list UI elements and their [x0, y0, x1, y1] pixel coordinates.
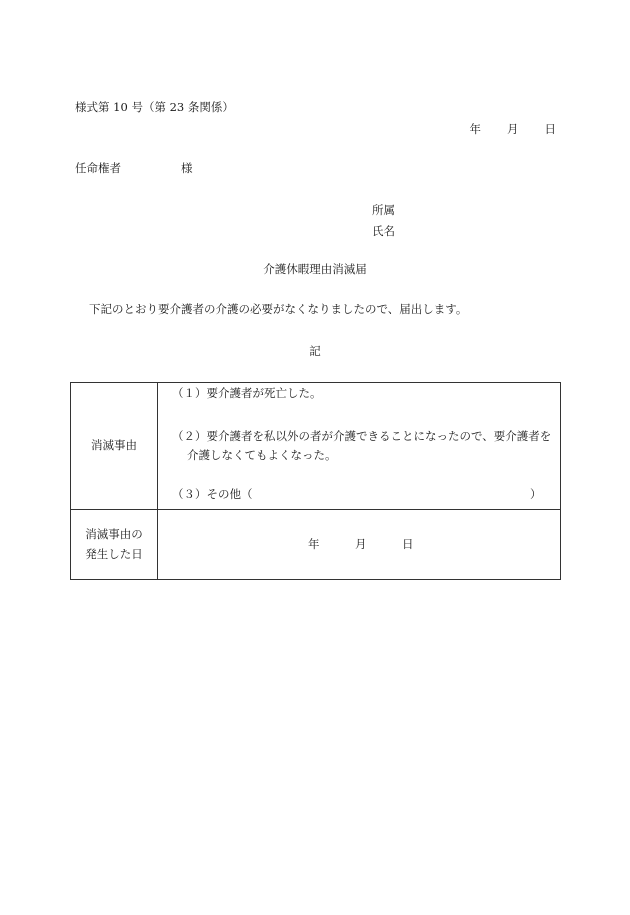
date-day-label: 日: [544, 122, 556, 136]
occurrence-month-label: 月: [355, 537, 367, 551]
reason-option-2[interactable]: （２）要介護者を私以外の者が介護できることになったので、要介護者を: [172, 429, 552, 443]
occurrence-date-label-line2: 発生した日: [85, 546, 143, 561]
submission-date: [470, 124, 557, 136]
affiliation-label: 所属: [372, 203, 395, 217]
reason-other-close: ）: [530, 487, 542, 501]
form-table: [70, 382, 561, 580]
date-year-label: 年: [469, 122, 481, 136]
addressee: [75, 163, 193, 175]
reason-option-1[interactable]: （１）要介護者が死亡した。: [172, 386, 322, 400]
reason-label: 消滅事由: [71, 383, 158, 510]
reason-row: [71, 383, 561, 510]
addressee-honorific: 様: [181, 161, 193, 175]
occurrence-day-label: 日: [402, 537, 414, 551]
occurrence-year-label: 年: [308, 537, 320, 551]
reason-option-3[interactable]: [172, 487, 542, 501]
form-number: 様式第 10 号（第 23 条関係）: [75, 100, 234, 114]
addressee-label: 任命権者: [75, 161, 121, 175]
reason-other-open: （３）その他（: [172, 487, 253, 501]
reason-options: [158, 383, 561, 510]
body-text: 下記のとおり要介護者の介護の必要がなくなりましたので、届出します。: [89, 302, 468, 316]
occurrence-date-label: [71, 510, 158, 580]
occurrence-date-label-line1: 消滅事由の: [85, 526, 143, 541]
occurrence-date-field[interactable]: [158, 510, 561, 580]
date-month-label: 月: [507, 122, 519, 136]
ki-heading: 記: [309, 344, 321, 358]
name-label: 氏名: [372, 224, 395, 238]
reason-option-2-continued: 介護しなくてもよくなった。: [187, 448, 337, 462]
document-title: 介護休暇理由消滅届: [263, 262, 367, 276]
occurrence-date-row: [71, 510, 561, 580]
